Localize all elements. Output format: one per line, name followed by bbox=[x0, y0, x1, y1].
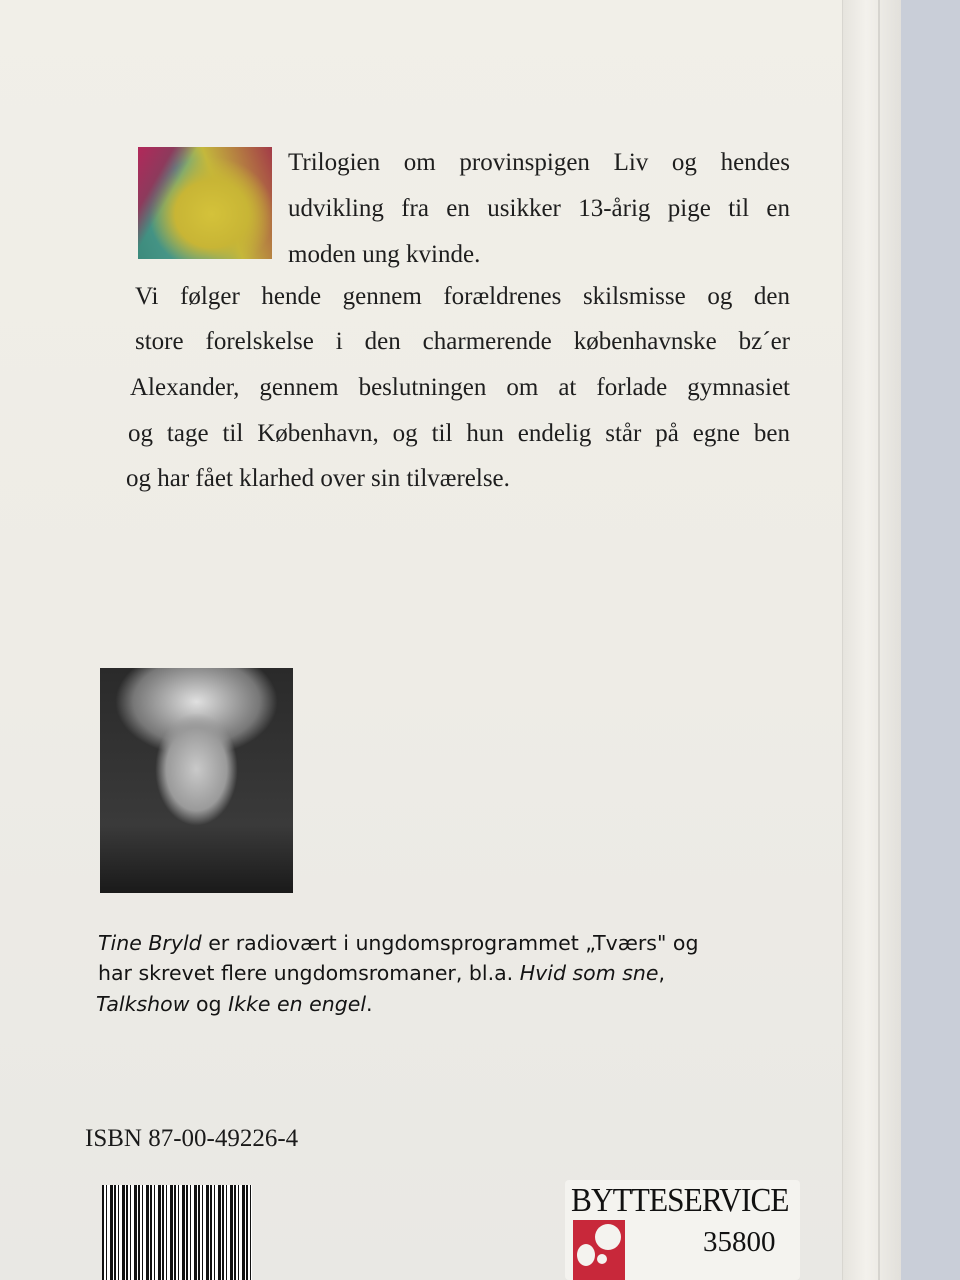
author-bio-line bbox=[96, 989, 373, 1019]
author-bio-line bbox=[98, 928, 698, 958]
bio-text: , bbox=[658, 961, 666, 985]
book-title: Ikke en engel bbox=[228, 992, 367, 1016]
blurb-line: store forelskelse i den charmerende københavnske bz´er bbox=[135, 328, 790, 355]
book-title: Talkshow bbox=[96, 992, 190, 1016]
blurb-line: Alexander, gennem beslutningen om at forlade gymnasiet bbox=[130, 374, 790, 401]
blurb-line: udvikling fra en usikker 13-årig pige til en bbox=[288, 195, 790, 222]
blurb-line: Trilogien om provinspigen Liv og hendes bbox=[288, 149, 790, 176]
author-name: Tine Bryld bbox=[98, 931, 202, 955]
blurb-line: og har fået klarhed over sin tilværelse. bbox=[126, 465, 510, 492]
sticker-logo-icon bbox=[573, 1220, 625, 1280]
bio-text: og bbox=[189, 992, 229, 1016]
price-sticker bbox=[565, 1180, 800, 1280]
bio-text: har skrevet flere ungdomsromaner, bl.a. bbox=[98, 961, 520, 985]
blurb-line: Vi følger hende gennem forældrenes skilsmisse og den bbox=[135, 283, 790, 310]
book-title: Hvid som sne bbox=[519, 961, 659, 985]
author-bio-line bbox=[98, 958, 665, 988]
author-photo bbox=[100, 668, 293, 893]
book-spine bbox=[842, 0, 901, 1280]
sticker-brand: BYTTESERVICE bbox=[571, 1182, 789, 1219]
spine-edge bbox=[878, 0, 880, 1280]
blurb-line: moden ung kvinde. bbox=[288, 241, 481, 268]
cover-thumbnail-image bbox=[138, 147, 272, 259]
isbn-number: ISBN 87-00-49226-4 bbox=[85, 1125, 299, 1152]
bio-text: . bbox=[366, 992, 373, 1016]
blurb-line: og tage til København, og til hun endelig står på egne ben bbox=[128, 420, 790, 447]
sticker-number: 35800 bbox=[703, 1226, 776, 1258]
bio-text: er radiovært i ungdomsprogrammet „Tværs" og bbox=[201, 931, 699, 955]
barcode bbox=[102, 1185, 252, 1280]
